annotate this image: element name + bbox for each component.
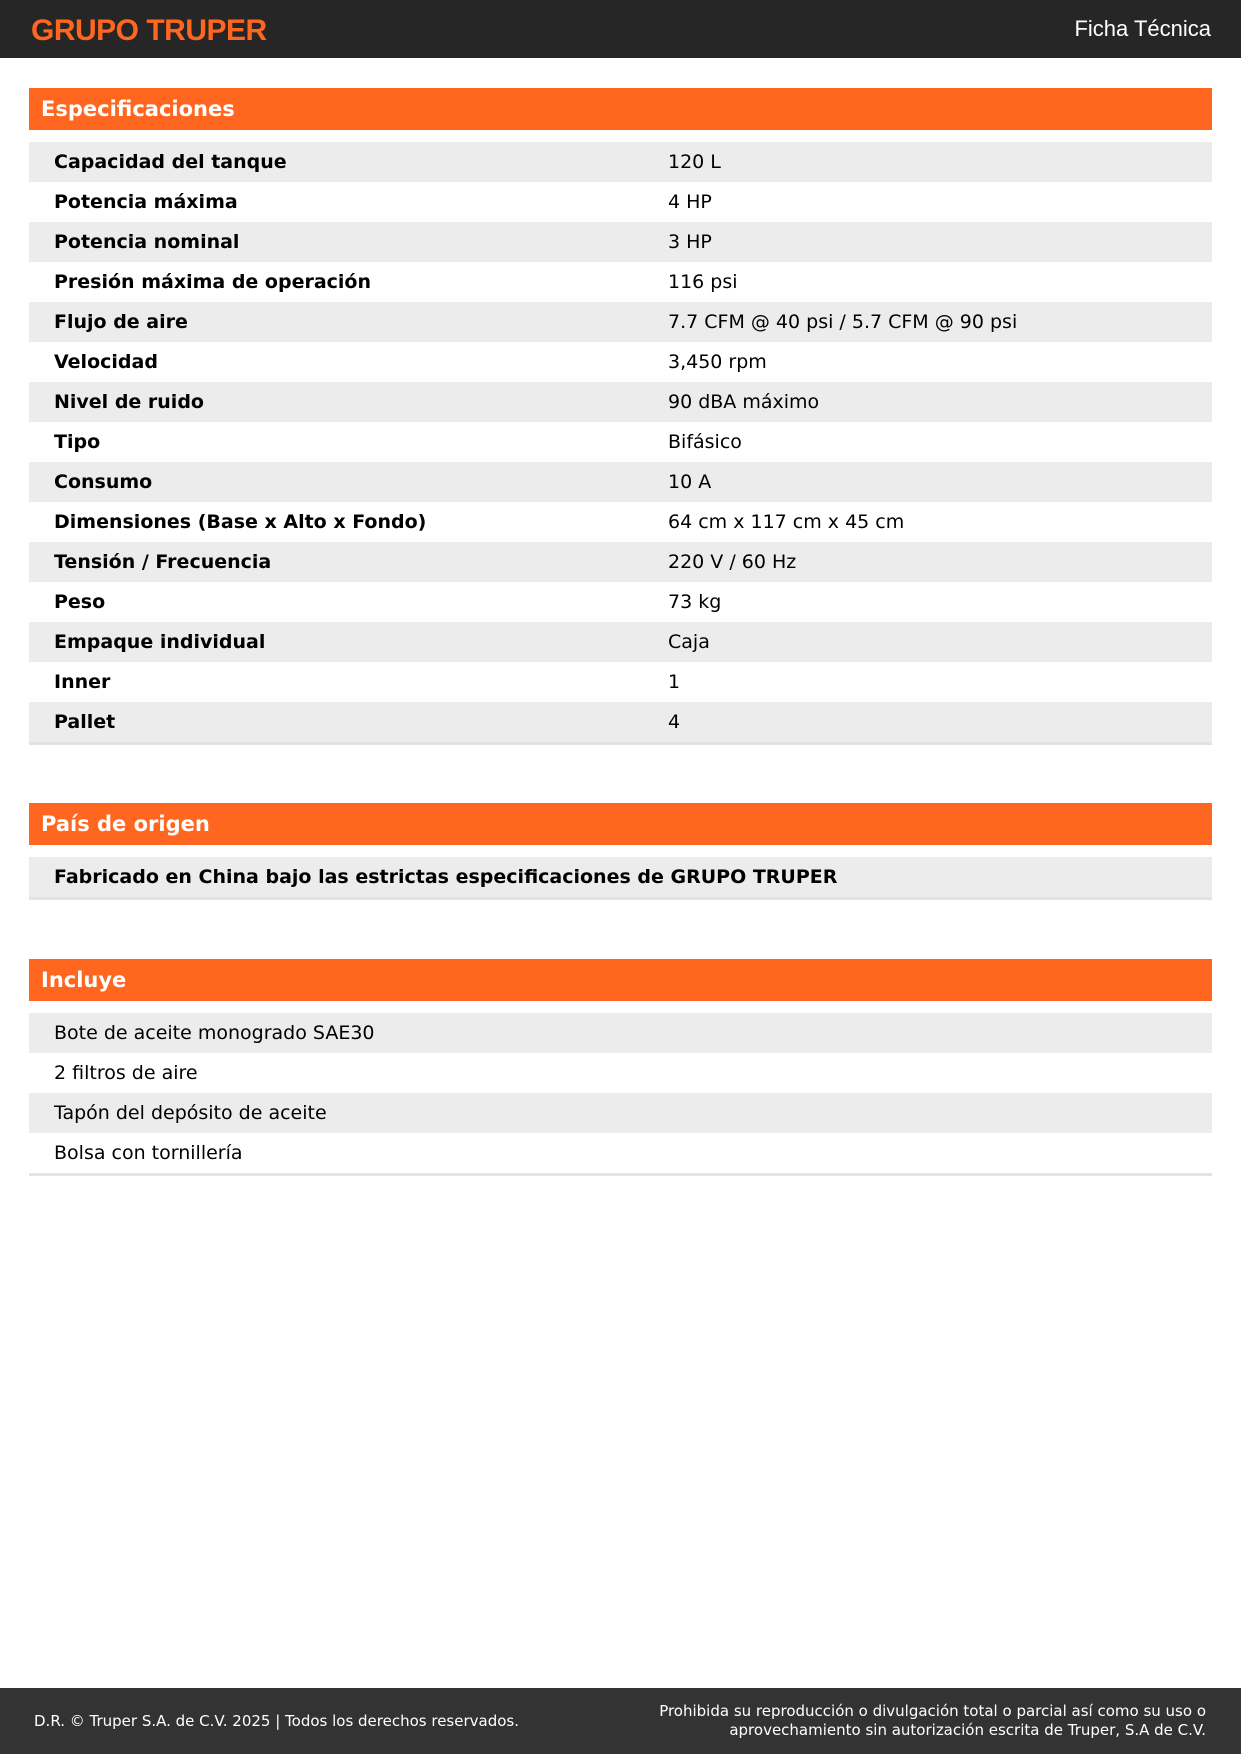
specifications-table: [29, 142, 1212, 745]
page-header: [0, 0, 1241, 58]
spec-label: Capacidad del tanque: [54, 151, 287, 173]
specifications-heading: Especificaciones: [29, 88, 1212, 130]
included-item: [29, 1053, 1212, 1093]
included-item-text: Tapón del depósito de aceite: [54, 1102, 327, 1124]
spec-row: [29, 462, 1212, 502]
spec-label: Flujo de aire: [54, 311, 188, 333]
spec-label: Presión máxima de operación: [54, 271, 372, 293]
footer-notice-line1: Prohibida su reproducción o divulgación total o parcial así como su uso o: [659, 1702, 1206, 1720]
spec-row: [29, 382, 1212, 422]
spec-value: 10 A: [668, 471, 712, 493]
spec-row: [29, 302, 1212, 342]
footer-notice-line2: aprovechamiento sin autorización escrita de Truper, S.A de C.V.: [729, 1721, 1206, 1739]
origin-section: [29, 803, 1212, 900]
spec-value: 1: [668, 671, 681, 693]
spec-label: Nivel de ruido: [54, 391, 204, 413]
specifications-section: [29, 88, 1212, 745]
spec-row: [29, 262, 1212, 302]
spec-value: 3 HP: [668, 231, 712, 253]
spec-row: [29, 142, 1212, 182]
spec-label: Potencia nominal: [54, 231, 240, 253]
spec-row: [29, 342, 1212, 382]
spec-label: Potencia máxima: [54, 191, 238, 213]
spec-row: [29, 422, 1212, 462]
spec-value: 64 cm x 117 cm x 45 cm: [668, 511, 905, 533]
spec-value: 73 kg: [668, 591, 722, 613]
includes-table: [29, 1013, 1212, 1176]
included-item: [29, 1093, 1212, 1133]
spec-value: 90 dBA máximo: [668, 391, 820, 413]
spec-value: 120 L: [668, 151, 721, 173]
spec-row: [29, 182, 1212, 222]
spec-label: Dimensiones (Base x Alto x Fondo): [54, 511, 427, 533]
spec-row: [29, 542, 1212, 582]
included-item: [29, 1013, 1212, 1053]
spec-row: [29, 222, 1212, 262]
included-item-text: Bolsa con tornillería: [54, 1142, 243, 1164]
page-footer: [0, 1688, 1241, 1754]
spec-value: Caja: [668, 631, 710, 653]
spec-row: [29, 582, 1212, 622]
included-item: [29, 1133, 1212, 1173]
spec-label: Tipo: [54, 431, 101, 453]
spec-label: Inner: [54, 671, 111, 693]
origin-table: [29, 857, 1212, 900]
includes-heading: Incluye: [29, 959, 1212, 1001]
included-item-text: 2 filtros de aire: [54, 1062, 198, 1084]
spec-value: 4: [668, 711, 681, 733]
spec-value: 220 V / 60 Hz: [668, 551, 797, 573]
spec-row: [29, 662, 1212, 702]
spec-label: Peso: [54, 591, 106, 613]
spec-label: Tensión / Frecuencia: [54, 551, 272, 573]
spec-value: 7.7 CFM @ 40 psi / 5.7 CFM @ 90 psi: [668, 311, 1018, 333]
spec-value: 4 HP: [668, 191, 712, 213]
spec-value: 116 psi: [668, 271, 738, 293]
spec-row: [29, 622, 1212, 662]
spec-label: Pallet: [54, 711, 116, 733]
origin-heading: País de origen: [29, 803, 1212, 845]
origin-row: [29, 857, 1212, 897]
spec-value: Bifásico: [668, 431, 742, 453]
footer-notice: [659, 1702, 1206, 1740]
includes-section: [29, 959, 1212, 1176]
grupo-truper-logo: GRUPO TRUPER: [31, 14, 267, 47]
spec-row: [29, 502, 1212, 542]
spec-label: Velocidad: [54, 351, 158, 373]
spec-label: Consumo: [54, 471, 153, 493]
document-title: Ficha Técnica: [1074, 16, 1211, 41]
spec-row: [29, 702, 1212, 742]
origin-text: Fabricado en China bajo las estrictas especificaciones de GRUPO TRUPER: [54, 866, 838, 888]
spec-value: 3,450 rpm: [668, 351, 767, 373]
included-item-text: Bote de aceite monogrado SAE30: [54, 1022, 375, 1044]
footer-copyright: D.R. © Truper S.A. de C.V. 2025 | Todos los derechos reservados.: [34, 1712, 519, 1730]
spec-label: Empaque individual: [54, 631, 266, 653]
